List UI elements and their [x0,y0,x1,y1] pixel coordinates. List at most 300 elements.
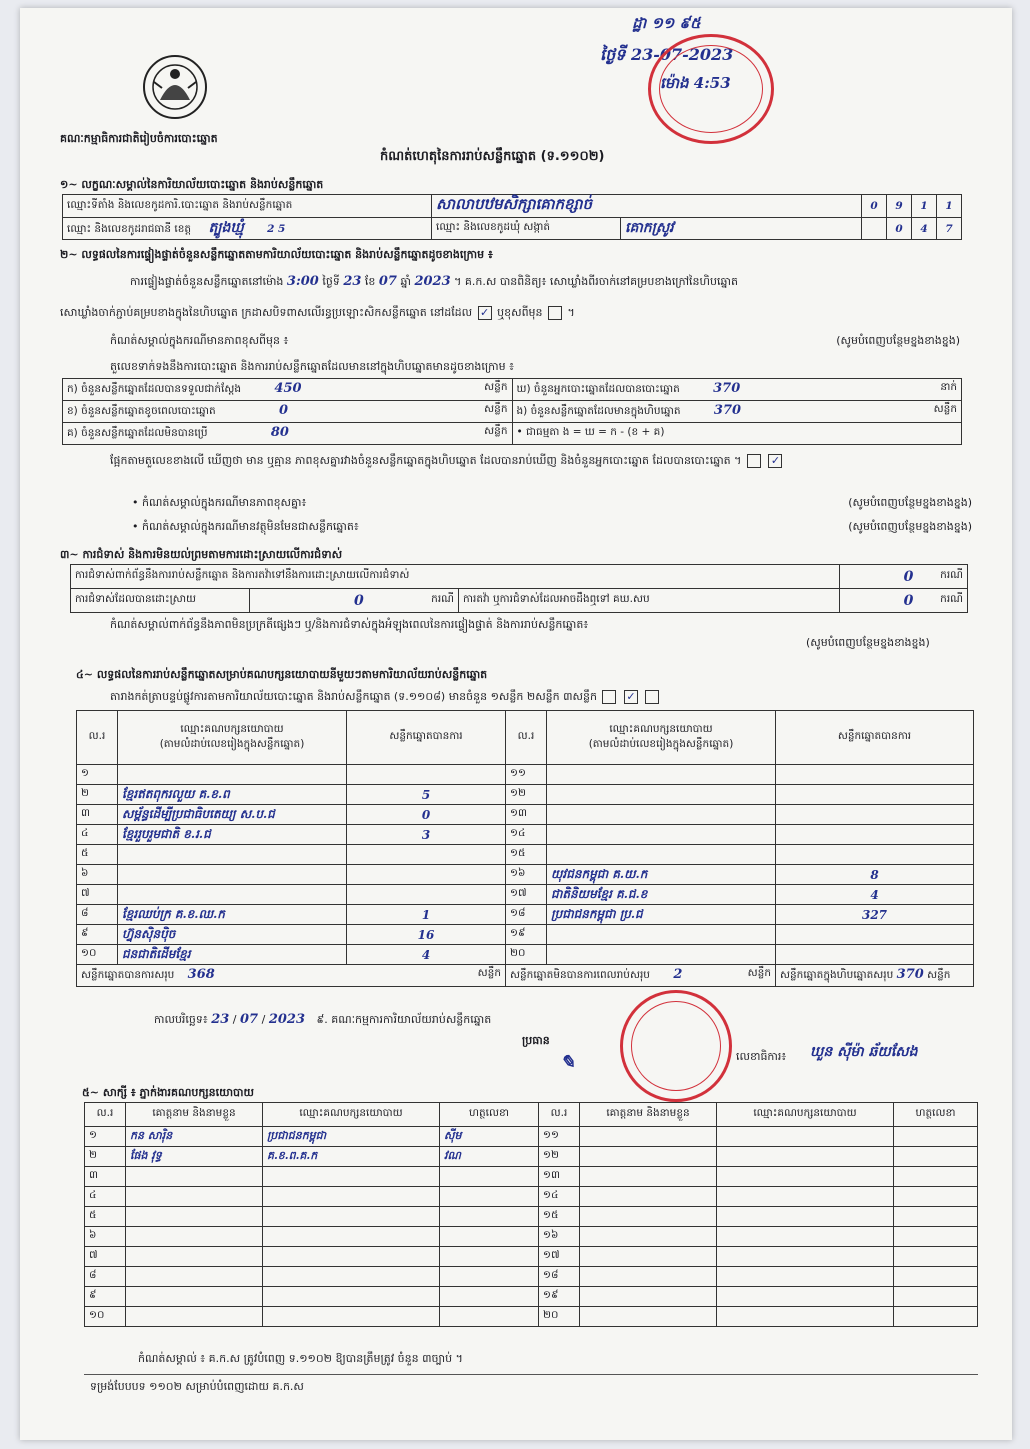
result-votes [776,785,974,805]
results-col-party-left-2: (តាមលំដាប់លេខរៀងក្នុងសន្លឹកឆ្នោត) [159,737,305,750]
commune-value: គោកស្រូវ [621,218,862,240]
witness-row [85,1127,978,1147]
section1-heading: ១~ លក្ខណៈសម្គាល់នៃការិយាល័យបោះឆ្នោត និងរាប់សន្លឹកឆ្នោត [60,178,324,191]
sheets-1-checkbox[interactable] [602,690,616,704]
commune-code-1: 0 [887,218,912,240]
witness-name [126,1167,263,1187]
result-no: ២០ [506,945,547,965]
chair-signature: ✎ [560,1052,576,1073]
result-votes [776,845,974,865]
results-row [77,805,974,825]
signing-date-month: 07 [240,1012,259,1027]
result-no: ៣ [77,805,118,825]
witness-signature [894,1307,978,1327]
result-votes [776,925,974,945]
line1-text-e: ។ គ.ក.ស បានពិនិត្យ៖ សោឃ្លាំងពីរចាក់នៅគម្របខាងក្រៅនៃហិបឆ្នោត [454,275,738,288]
line2-text: សោឃ្លាំងចាក់ភ្ជាប់គម្របខាងក្នុងនៃហិបឆ្នោត ក្រដាសបិទពាសលើរន្ធប្រឡោះសិកសន្លឹកឆ្នោត នៅដដែល [60,306,473,319]
total-valid [77,965,506,987]
witness-no: ១៣ [539,1167,580,1187]
witness-name: ផែង វុទ្ធ [126,1147,263,1167]
result-votes [776,945,974,965]
result-no: ១៧ [506,885,547,905]
objections-table [70,564,968,613]
count-k-label: ក) ចំនួនសន្លឹកឆ្នោតដែលបានទទួលជាក់ស្តែង [67,383,242,395]
count-k [63,379,513,401]
total-invalid-label: សន្លឹកឆ្នោតមិនបានការពេលរាប់សរុប [510,969,650,981]
total-invalid-value: 2 [673,967,683,982]
result-no: ១៦ [506,865,547,885]
witness-party [717,1247,894,1267]
witness-name [580,1187,717,1207]
total-valid-label: សន្លឹកឆ្នោតបានការសរុប [81,969,175,981]
result-no: ១៣ [506,805,547,825]
result-no: ២ [77,785,118,805]
witness-name [580,1167,717,1187]
result-no: ១២ [506,785,547,805]
result-no: ៩ [77,925,118,945]
results-col-party-left [118,711,347,765]
witness-no: ១៥ [539,1207,580,1227]
witness-name [126,1267,263,1287]
witness-party [263,1167,440,1187]
formula: • ជាធម្មតា ង = ឃ = ក - (ខ + គ) [512,423,962,445]
count-gh-unit: នាក់ [940,381,957,393]
result-no: ៥ [77,845,118,865]
result-votes: 3 [347,825,506,845]
witness-no: ៨ [85,1267,126,1287]
result-party [547,925,776,945]
witness-signature [440,1187,539,1207]
result-no: ១៥ [506,845,547,865]
witness-no: ១៤ [539,1187,580,1207]
witness-party [717,1207,894,1227]
line1-text-a: ការផ្ទៀងផ្ទាត់ចំនួនសន្លឹកឆ្នោតនៅម៉ោង [130,275,284,288]
witness-row [85,1287,978,1307]
commune-code-2: 4 [912,218,937,240]
witness-signature [894,1127,978,1147]
result-party: ខ្មែរឈប់ក្រ គ.ខ.ឈ.ក [118,905,347,925]
result-votes [347,865,506,885]
count-kh-unit: សន្លឹក [484,403,508,415]
witness-name [126,1287,263,1307]
total-valid-unit: សន្លឹក [477,967,501,979]
count-kh [63,401,513,423]
witness-signature [440,1267,539,1287]
total-box-unit: សន្លឹក [927,969,951,981]
result-party [547,845,776,865]
section5-heading: ៥~ សាក្សី ៖ ភ្នាក់ងារគណបក្សនយោបាយ [82,1086,255,1099]
result-votes: 5 [347,785,506,805]
witness-no: ៧ [85,1247,126,1267]
result-votes [776,765,974,785]
result-votes: 16 [347,925,506,945]
note3-line [132,520,972,536]
signing-date-day: 23 [211,1012,230,1027]
count-ko-label: គ) ចំនួនសន្លឹកឆ្នោតដែលមិនបានប្រើ [67,427,208,439]
same-checkbox[interactable]: ✓ [478,306,492,320]
compare-line [110,454,970,470]
witness-signature [894,1287,978,1307]
witness-no: ១៩ [539,1287,580,1307]
witness-signature [894,1247,978,1267]
commune-code-blank [862,218,887,240]
results-row [77,945,974,965]
objection-row2-number2: 0 [903,592,914,609]
results-row [77,885,974,905]
witness-no: ៩ [85,1287,126,1307]
signing-date-year: 2023 [268,1012,305,1027]
count-gh-label: ឃ) ចំនួនអ្នកបោះឆ្នោតដែលបានបោះឆ្នោត [516,383,680,395]
result-no: ១១ [506,765,547,785]
witness-row [85,1167,978,1187]
witness-col-party-left: ឈ្មោះគណបក្សនយោបាយ [263,1103,440,1127]
total-box [776,965,974,987]
witness-name [126,1207,263,1227]
witness-name [580,1267,717,1287]
result-party: ជនជាតិដើមខ្មែរ [118,945,347,965]
results-col-party-right-1: ឈ្មោះគណបក្សនយោបាយ [609,722,713,735]
witness-no: ១០ [85,1307,126,1327]
objection-row1-unit: ករណី [940,568,963,581]
result-votes [347,885,506,905]
note2-text: • កំណត់សម្គាល់ក្នុងករណីមានភាពខុសគ្នា៖ [132,496,307,509]
witness-col-no-left: ល.រ [85,1103,126,1127]
witness-party [717,1147,894,1167]
results-row [77,785,974,805]
section2-note1 [110,334,960,350]
witness-party [717,1127,894,1147]
results-row [77,845,974,865]
witness-row [85,1147,978,1167]
witness-party [263,1187,440,1207]
results-col-party-left-1: ឈ្មោះគណបក្សនយោបាយ [180,722,284,735]
count-gh-value: 370 [713,381,741,396]
count-kh-value: 0 [279,403,289,418]
witness-signature [894,1147,978,1167]
witness-col-party-right: ឈ្មោះគណបក្សនយោបាយ [717,1103,894,1127]
section4-heading: ៤~ លទ្ធផលនៃការរាប់សន្លឹកឆ្នោតសម្រាប់គណបក្សនយោបាយនីមួយៗតាមការិយាល័យរាប់សន្លឹកឆ្នោត [76,668,488,681]
check-day: 23 [343,274,362,289]
differ-checkbox[interactable] [548,306,562,320]
witness-col-name-left: គោត្តនាម និងនាមខ្លួន [126,1103,263,1127]
count-ko-unit: សន្លឹក [484,425,508,437]
witness-row [85,1267,978,1287]
counts-table [62,378,962,445]
count-kh-label: ខ) ចំនួនសន្លឹកឆ្នោតខូចពេលបោះឆ្នោត [67,405,216,417]
section2-heading: ២~ លទ្ធផលនៃការផ្ទៀងផ្ទាត់ចំនួនសន្លឹកឆ្នោតតាមការិយាល័យបោះឆ្នោត និងរាប់សន្លឹកឆ្នោតដូចខាងក្រោម ៖ [60,248,493,261]
section2-intro: តួលេខទាក់ទងនឹងការបោះឆ្នោត និងការរាប់សន្លឹកឆ្នោតដែលមាននៅក្នុងហិបឆ្នោតមានដូចខាងក្រោម ៖ [110,360,514,373]
witness-signature [894,1167,978,1187]
check-month: 07 [378,274,397,289]
witness-signature [894,1207,978,1227]
witness-no: ១២ [539,1147,580,1167]
witness-party [717,1167,894,1187]
result-party: ហ្វ៊ុនស៊ិនប៉ិច [118,925,347,945]
witness-no: ២ [85,1147,126,1167]
witness-name [580,1287,717,1307]
objection-row2-unit2: ករណី [940,592,963,605]
witness-party [263,1267,440,1287]
official-stamp-top [648,34,774,144]
compare-text: ផ្អែកតាមតួលេខខាងលើ ឃើញថា មាន ឬគ្មាន ភាពខុសគ្នារវាងចំនួនសន្លឹកឆ្នោតក្នុងហិបឆ្នោត ដែលបានរាប់ឃើញ និងចំនួនអ្នកបោះឆ្នោត ដែលបានបោះឆ្នោត ។ [110,454,742,467]
result-party: ប្រជាជនកម្ពុជា ប្រ.ជ [547,905,776,925]
result-party: ខ្មែររួបរួមជាតិ ខ.រ.ជ [118,825,347,845]
form-note: ទម្រង់បែបបទ ១១០២ សម្រាប់បំពេញដោយ គ.ក.ស [90,1380,304,1393]
province-label-text: ឈ្មោះ និងលេខកូដរាជធានី ខេត្ត [67,223,192,235]
official-stamp-bottom [620,990,732,1102]
witness-signature [894,1187,978,1207]
count-ng-unit: សន្លឹក [933,403,957,415]
objection-row1-label: ការជំទាស់ពាក់ព័ន្ធនឹងការរាប់សន្លឹកឆ្នោត និងការតវ៉ាទៅនឹងការដោះស្រាយលើការជំទាស់ [71,565,840,589]
result-no: ៨ [77,905,118,925]
signing-date: កាលបរិច្ឆេទ៖ 23 / 07 / 2023 ៩. គណៈកម្មការការិយាល័យរាប់សន្លឹកឆ្នោត [154,1012,492,1027]
objection-row2-label2: ការតវ៉ា ឬការជំទាស់ដែលអាចដឹងឮទៅ គឃ.សប [459,589,840,613]
results-body [77,765,974,965]
witness-no: ៣ [85,1167,126,1187]
witness-name [580,1147,717,1167]
witness-table [84,1102,978,1327]
commune-label: ឈ្មោះ និងលេខកូដឃុំ សង្កាត់ [432,218,621,240]
result-no: ១ [77,765,118,785]
witness-party [263,1227,440,1247]
witness-signature [440,1307,539,1327]
location-code-1: 0 [862,195,887,218]
section4-sub-text: តារាងកត់ត្រាបន្ទប់ផ្លូវការតាមការិយាល័យបោះឆ្នោត និងរាប់សន្លឹកឆ្នោត (ទ.១១០៨) មានចំនួន ១សន្លឹក ២សន្លឹក ៣សន្លឹក [110,690,597,703]
witness-signature [440,1247,539,1267]
witness-no: ២០ [539,1307,580,1327]
results-col-party-right-2: (តាមលំដាប់លេខរៀងក្នុងសន្លឹកឆ្នោត) [588,737,734,750]
committee-label: ៩. គណៈកម្មការការិយាល័យរាប់សន្លឹកឆ្នោត [316,1013,492,1026]
note3-hint: (សូមបំពេញបន្ថែមខ្នងខាងខ្នង) [848,520,972,533]
witness-name [126,1307,263,1327]
results-row [77,865,974,885]
handwritten-date: ថ្ងៃទី 23-07-2023 [600,45,734,64]
total-valid-value: 368 [187,967,215,982]
count-ng-value: 370 [713,403,742,418]
secretary-label: លេខាធិការ៖ [736,1050,787,1063]
count-ng-label: ង) ចំនួនសន្លឹកឆ្នោតដែលមានក្នុងហិបឆ្នោត [516,405,681,417]
line2-differ-text: ឬខុសពីមុន [497,306,543,319]
results-col-no-right: ល.រ [506,711,547,765]
results-row [77,825,974,845]
no-diff-checkbox[interactable]: ✓ [768,454,782,468]
count-k-unit: សន្លឹក [484,381,508,393]
result-votes [347,765,506,785]
witness-col-no-right: ល.រ [539,1103,580,1127]
province-code-2: 5 [278,223,286,235]
witness-signature: ស៊ីម [440,1127,539,1147]
witness-signature [894,1267,978,1287]
province-label [63,218,432,240]
result-party [118,885,347,905]
witness-body [85,1127,978,1327]
result-no: ១៩ [506,925,547,945]
province-code-1: 2 [267,223,275,235]
results-row [77,765,974,785]
witness-col-name-right: គោត្តនាម និងនាមខ្លួន [580,1103,717,1127]
witness-name [580,1127,717,1147]
section2-line2: សោឃ្លាំងចាក់ភ្ជាប់គម្របខាងក្នុងនៃហិបឆ្នោត ក្រដាសបិទពាសលើរន្ធប្រឡោះសិកសន្លឹកឆ្នោត នៅដដែល ✓ ឬខុសពីមុន ។ [60,306,575,319]
result-party: យុវជនកម្ពុជា គ.យ.ក [547,865,776,885]
section3-hint: (សូមបំពេញបន្ថែមខ្នងខាងខ្នង) [806,636,930,649]
result-no: ៦ [77,865,118,885]
province-code [267,223,285,235]
count-gh [512,379,962,401]
result-party [118,845,347,865]
result-party [118,865,347,885]
witness-name [580,1227,717,1247]
result-party: ខ្មែរឥតពុករលួយ គ.ខ.ព [118,785,347,805]
objection-row2-number: 0 [354,592,364,609]
check-time: 3:00 [286,274,319,289]
witness-signature [440,1207,539,1227]
note1-text: កំណត់សម្គាល់ក្នុងករណីមានភាពខុសពីមុន ៖ [110,334,289,347]
count-ko-value: 80 [270,425,289,440]
result-party [547,825,776,845]
results-row [77,925,974,945]
section4-sub [110,690,661,706]
objection-row2-label: ការជំទាស់ដែលបានដោះស្រាយ [71,589,250,613]
section2-line1 [130,274,738,291]
handwritten-number: ដ្ឋា ១១ ៩៥ [632,14,701,32]
result-party: សម្ព័ន្ធដើម្បីប្រជាធិបតេយ្យ ស.ប.ជ [118,805,347,825]
result-votes: 4 [347,945,506,965]
results-col-votes-right: សន្លឹកឆ្នោតបានការ [776,711,974,765]
results-row [77,905,974,925]
result-votes: 327 [776,905,974,925]
witness-name: កន សារ៉ិន [126,1127,263,1147]
witness-party [717,1267,894,1287]
witness-no: ១៨ [539,1267,580,1287]
result-no: ១០ [77,945,118,965]
witness-name [580,1247,717,1267]
witness-row [85,1187,978,1207]
witness-signature [440,1227,539,1247]
witness-col-sign-left: ហត្ថលេខា [440,1103,539,1127]
line1-text-d: ឆ្នាំ [400,275,411,288]
witness-party [717,1307,894,1327]
total-box-label: សន្លឹកឆ្នោតក្នុងហិបឆ្នោតសរុប [780,969,894,981]
result-votes: 8 [776,865,974,885]
count-k-value: 450 [274,381,302,396]
objection-row2-value [250,589,459,613]
witness-party [263,1307,440,1327]
results-col-votes-left: សន្លឹកឆ្នោតបានការ [347,711,506,765]
total-box-value: 370 [896,967,924,982]
result-party [118,765,347,785]
witness-no: ១ [85,1127,126,1147]
form-sheet [20,8,1012,1440]
note2-line [132,496,972,512]
witness-party: គ.ខ.ព.គ.ក [263,1147,440,1167]
result-votes [776,805,974,825]
witness-no: ៤ [85,1187,126,1207]
result-no: ៧ [77,885,118,905]
has-diff-checkbox[interactable] [747,454,761,468]
results-col-no-left: ល.រ [77,711,118,765]
witness-col-sign-right: ហត្ថលេខា [894,1103,978,1127]
sheets-2-checkbox[interactable]: ✓ [624,690,638,704]
result-no: ៤ [77,825,118,845]
footer-divider [84,1374,978,1375]
province-value: ត្បូងឃ្មុំ [208,220,244,236]
location-code-3: 1 [912,195,937,218]
commune-code-3: 7 [937,218,962,240]
sheets-3-checkbox[interactable] [645,690,659,704]
section1-table [62,194,962,240]
secretary-signature: ឃួន ស៊ីម៉ា ឆ័យសែង [810,1044,918,1060]
count-ng [512,401,962,423]
witness-party [717,1287,894,1307]
witness-party: ប្រជាជនកម្ពុជា [263,1127,440,1147]
objection-row1-number: 0 [903,568,914,585]
nec-logo [140,52,210,122]
location-label: ឈ្មោះទីតាំង និងលេខកូដការិ.បោះឆ្នោត និងរាប់សន្លឹកឆ្នោត [63,195,432,218]
signing-date-label: កាលបរិច្ឆេទ៖ [154,1013,208,1026]
result-no: ១៤ [506,825,547,845]
note3-text: • កំណត់សម្គាល់ក្នុងករណីមានវត្ថុមិនមែនជាសន្លឹកឆ្នោត៖ [132,520,359,533]
witness-name [580,1207,717,1227]
witness-no: ៥ [85,1207,126,1227]
section3-note: កំណត់សម្គាល់ពាក់ព័ន្ធនឹងភាពមិនប្រក្រតីផ្សេងៗ ឬ/និងការជំទាស់ក្នុងអំឡុងពេលនៃការផ្ទៀងផ្ទាត់ និងការរាប់សន្លឹកឆ្នោត៖ [110,618,589,631]
witness-signature: វណ [440,1147,539,1167]
note1-hint: (សូមបំពេញបន្ថែមខ្នងខាងខ្នង) [836,334,960,347]
location-code-2: 9 [887,195,912,218]
witness-signature [440,1287,539,1307]
witness-party [717,1227,894,1247]
objection-row2-value2 [839,589,967,613]
witness-signature [894,1227,978,1247]
witness-no: ៦ [85,1227,126,1247]
result-party [547,945,776,965]
witness-name [126,1187,263,1207]
result-party [547,785,776,805]
form-title: កំណត់ហេតុនៃការរាប់សន្លឹកឆ្នោត (ទ.១១០២) [380,149,605,164]
result-party: ជាតិនិយមខ្មែរ គ.ជ.ខ [547,885,776,905]
objection-row2-unit: ករណី [431,592,454,605]
result-votes: 0 [347,805,506,825]
check-year: 2023 [414,274,451,289]
witness-no: ១៧ [539,1247,580,1267]
witness-name [126,1247,263,1267]
result-votes: 4 [776,885,974,905]
total-invalid-unit: សន្លឹក [747,967,771,979]
line1-text-b: ថ្ងៃទី [322,275,340,288]
witness-no: ១៦ [539,1227,580,1247]
witness-no: ១១ [539,1127,580,1147]
chair-label: ប្រធាន [522,1034,550,1047]
org-name: គណៈកម្មាធិការជាតិរៀបចំការបោះឆ្នោត [60,132,218,145]
witness-party [717,1187,894,1207]
footnote: កំណត់សម្គាល់ ៖ គ.ក.ស ត្រូវបំពេញ ទ.១១០២ ឱ្យបានត្រឹមត្រូវ ចំនួន ៣ច្បាប់ ។ [138,1352,463,1365]
total-invalid [506,965,776,987]
witness-row [85,1227,978,1247]
handwritten-time: ម៉ោង 4:53 [660,74,731,92]
witness-row [85,1207,978,1227]
line1-text-c: ខែ [364,275,376,288]
result-votes: 1 [347,905,506,925]
results-table [76,710,974,987]
witness-signature [440,1167,539,1187]
witness-name [126,1227,263,1247]
note2-hint: (សូមបំពេញបន្ថែមខ្នងខាងខ្នង) [848,496,972,509]
section3-heading: ៣~ ការជំទាស់ និងការមិនយល់ព្រមតាមការដោះស្រាយលើការជំទាស់ [60,548,343,561]
result-no: ១៨ [506,905,547,925]
result-votes [776,825,974,845]
witness-name [580,1307,717,1327]
witness-row [85,1247,978,1267]
witness-party [263,1207,440,1227]
